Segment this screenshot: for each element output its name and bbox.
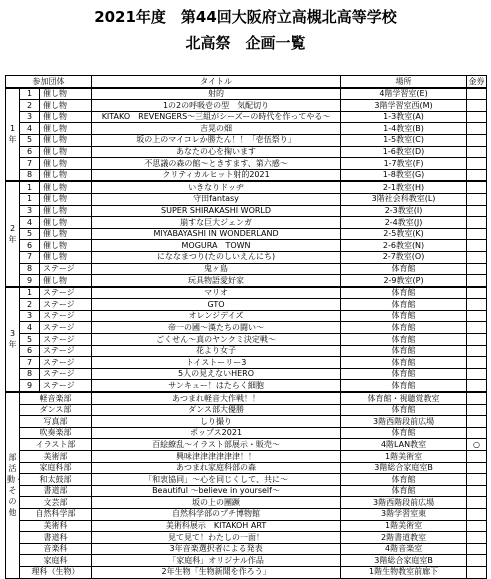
- header-place: 場所: [341, 76, 467, 88]
- table-row: [6, 345, 487, 357]
- table-row: [6, 566, 487, 578]
- place-cell: 3階社会科教室(L): [341, 193, 467, 205]
- title-cell: あつまれ軽音大作戦！！: [92, 392, 341, 404]
- table-row: [6, 111, 487, 123]
- table-row: [6, 416, 487, 428]
- title-cell: 崩すな巨大ジェンガ: [92, 217, 341, 229]
- title-cell: 坂の上のマイコレか勝たん！！「壱伍祭り」: [92, 134, 341, 146]
- title-cell: MOGURA TOWN: [92, 240, 341, 252]
- ticket-cell: [467, 334, 487, 346]
- table-row: [6, 451, 487, 463]
- grade-label: 1年: [6, 88, 20, 182]
- club-name-cell: 書道部: [20, 485, 92, 497]
- place-cell: 体育館・視聴覚教室: [341, 392, 467, 404]
- class-number-cell: 7: [20, 357, 40, 369]
- place-cell: 3階学習室西(M): [341, 100, 467, 112]
- class-number-cell: 1: [20, 193, 40, 205]
- club-name-cell: 音楽科: [20, 543, 92, 555]
- class-number-cell: 3: [20, 205, 40, 217]
- table-row: [6, 439, 487, 451]
- ticket-cell: [467, 275, 487, 287]
- title-cell: オレンジデイズ: [92, 310, 341, 322]
- title-cell: 帝一の國～漢たちの闘い～: [92, 322, 341, 334]
- place-cell: 1-7教室(F): [341, 158, 467, 170]
- place-cell: 1-3教室(A): [341, 111, 467, 123]
- category-cell: 催し物: [40, 88, 92, 100]
- title-cell: しり撮り: [92, 416, 341, 428]
- table-row: [6, 555, 487, 567]
- table-row: [6, 100, 487, 112]
- title-cell: GTO: [92, 299, 341, 311]
- ticket-cell: [467, 380, 487, 392]
- ticket-cell: [467, 217, 487, 229]
- category-cell: 催し物: [40, 181, 92, 193]
- club-name-cell: 文芸部: [20, 497, 92, 509]
- category-cell: ステージ: [40, 263, 92, 275]
- ticket-cell: [467, 543, 487, 555]
- title-cell: いきなりドッヂ: [92, 181, 341, 193]
- place-cell: 1階美術室: [341, 520, 467, 532]
- title-cell: 自然科学部のプチ博物館: [92, 508, 341, 520]
- place-cell: 1-5教室(C): [341, 134, 467, 146]
- title-cell: 坂の上の團蹶: [92, 497, 341, 509]
- table-row: [6, 462, 487, 474]
- place-cell: 1階生物教室前廊下: [341, 566, 467, 578]
- table-row: [6, 181, 487, 193]
- class-number-cell: 4: [20, 322, 40, 334]
- ticket-cell: [467, 474, 487, 486]
- ticket-cell: [467, 404, 487, 416]
- ticket-cell: [467, 520, 487, 532]
- ticket-cell: [467, 299, 487, 311]
- title-cell: 吉晃の畑: [92, 123, 341, 135]
- title-cell: 不思議の森の館～ときすます、第六感～: [92, 158, 341, 170]
- table-row: [6, 299, 487, 311]
- table-row: [6, 146, 487, 158]
- table-row: [6, 287, 487, 299]
- class-number-cell: 1: [20, 88, 40, 100]
- class-number-cell: 6: [20, 345, 40, 357]
- ticket-cell: [467, 508, 487, 520]
- category-cell: 催し物: [40, 158, 92, 170]
- club-name-cell: 美術部: [20, 451, 92, 463]
- title-cell: 花より女子: [92, 345, 341, 357]
- table-row: [6, 251, 487, 263]
- ticket-cell: [467, 345, 487, 357]
- title-cell: SUPER SHIRAKASHI WORLD: [92, 205, 341, 217]
- category-cell: 催し物: [40, 240, 92, 252]
- club-name-cell: 家庭科部: [20, 462, 92, 474]
- place-cell: 2-5教室(K): [341, 228, 467, 240]
- class-number-cell: 2: [20, 100, 40, 112]
- ticket-cell: [467, 287, 487, 299]
- table-row: [6, 123, 487, 135]
- class-number-cell: 7: [20, 251, 40, 263]
- class-number-cell: 5: [20, 134, 40, 146]
- ticket-cell: ○: [467, 439, 487, 451]
- place-cell: 3階総合家庭室B: [341, 555, 467, 567]
- ticket-cell: [467, 357, 487, 369]
- place-cell: 体育館: [341, 334, 467, 346]
- table-row: [6, 427, 487, 439]
- table-row: [6, 228, 487, 240]
- title-cell: 守田fantasy: [92, 193, 341, 205]
- place-cell: 体育館: [341, 357, 467, 369]
- title-cell: 1の2の呼吸壱の型 気配切り: [92, 100, 341, 112]
- category-cell: 催し物: [40, 217, 92, 229]
- place-cell: 1-8教室(G): [341, 169, 467, 181]
- ticket-cell: [467, 158, 487, 170]
- category-cell: ステージ: [40, 357, 92, 369]
- table-body: [6, 88, 487, 578]
- title-cell: クリティカルヒット射的2021: [92, 169, 341, 181]
- table-row: [6, 520, 487, 532]
- ticket-cell: [467, 100, 487, 112]
- title-cell: 「和衷協同」～心を同じくして、共に～: [92, 474, 341, 486]
- place-cell: 1階美術室: [341, 451, 467, 463]
- category-cell: 催し物: [40, 169, 92, 181]
- ticket-cell: [467, 169, 487, 181]
- title-cell: MIYABAYASHI IN WONDERLAND: [92, 228, 341, 240]
- title-cell: 「家庭科」オリジナル作品: [92, 555, 341, 567]
- class-number-cell: 5: [20, 228, 40, 240]
- club-name-cell: 書道科: [20, 532, 92, 544]
- title-cell: 3年音楽選択者による発表: [92, 543, 341, 555]
- category-cell: ステージ: [40, 299, 92, 311]
- place-cell: 体育館: [341, 427, 467, 439]
- ticket-cell: [467, 322, 487, 334]
- class-number-cell: 8: [20, 263, 40, 275]
- ticket-cell: [467, 240, 487, 252]
- ticket-cell: [467, 111, 487, 123]
- place-cell: 体育館: [341, 345, 467, 357]
- category-cell: 催し物: [40, 146, 92, 158]
- header-title: タイトル: [92, 76, 341, 88]
- place-cell: 体育館: [341, 322, 467, 334]
- place-cell: 体育館: [341, 299, 467, 311]
- ticket-cell: [467, 310, 487, 322]
- table-row: [6, 357, 487, 369]
- ticket-cell: [467, 566, 487, 578]
- place-cell: 2-7教室(O): [341, 251, 467, 263]
- page-title: 2021年度 第44回大阪府立高槻北高等学校: [94, 8, 397, 26]
- title-cell: あつまれ家庭科部の森: [92, 462, 341, 474]
- place-cell: 体育館: [341, 380, 467, 392]
- table-row: [6, 474, 487, 486]
- table-row: [6, 334, 487, 346]
- ticket-cell: [467, 228, 487, 240]
- place-cell: 体育館: [341, 474, 467, 486]
- class-number-cell: 1: [20, 181, 40, 193]
- category-cell: 催し物: [40, 275, 92, 287]
- table-row: [6, 368, 487, 380]
- category-cell: ステージ: [40, 368, 92, 380]
- table-row: [6, 404, 487, 416]
- event-table: [5, 75, 487, 579]
- place-cell: 4階LAN教室: [341, 439, 467, 451]
- club-name-cell: 美術科: [20, 520, 92, 532]
- ticket-cell: [467, 368, 487, 380]
- club-name-cell: 軽音楽部: [20, 392, 92, 404]
- class-number-cell: 5: [20, 334, 40, 346]
- place-cell: 体育館: [341, 368, 467, 380]
- place-cell: 2階書道教室: [341, 532, 467, 544]
- ticket-cell: [467, 205, 487, 217]
- category-cell: 催し物: [40, 111, 92, 123]
- place-cell: 体育館: [341, 287, 467, 299]
- title-cell: 興味津津津津津津！！: [92, 451, 341, 463]
- club-name-cell: 家庭科: [20, 555, 92, 567]
- ticket-cell: [467, 416, 487, 428]
- table-row: [6, 543, 487, 555]
- ticket-cell: [467, 181, 487, 193]
- table-row: [6, 322, 487, 334]
- table-row: [6, 392, 487, 404]
- category-cell: 催し物: [40, 134, 92, 146]
- category-cell: ステージ: [40, 334, 92, 346]
- ticket-cell: [467, 555, 487, 567]
- club-name-cell: 和太鼓部: [20, 474, 92, 486]
- place-cell: 4階学習室(E): [341, 88, 467, 100]
- category-cell: 催し物: [40, 251, 92, 263]
- ticket-cell: [467, 134, 487, 146]
- title-cell: ダンス部大優勝: [92, 404, 341, 416]
- class-number-cell: 4: [20, 217, 40, 229]
- club-name-cell: イラスト部: [20, 439, 92, 451]
- table-row: [6, 240, 487, 252]
- place-cell: 体育館: [341, 263, 467, 275]
- table-row: [6, 532, 487, 544]
- ticket-cell: [467, 485, 487, 497]
- ticket-cell: [467, 251, 487, 263]
- ticket-cell: [467, 263, 487, 275]
- club-name-cell: 自然科学部: [20, 508, 92, 520]
- place-cell: 体育館: [341, 404, 467, 416]
- title-cell: 玩具物語愛好家: [92, 275, 341, 287]
- title-cell: ごくせん～真のヤンクミ決定戦～: [92, 334, 341, 346]
- ticket-cell: [467, 451, 487, 463]
- place-cell: 3階学習室東: [341, 508, 467, 520]
- table-row: [6, 497, 487, 509]
- class-number-cell: 9: [20, 275, 40, 287]
- title-cell: Beautiful ～believe in yourself～: [92, 485, 341, 497]
- category-cell: 催し物: [40, 123, 92, 135]
- class-number-cell: 3: [20, 111, 40, 123]
- category-cell: 催し物: [40, 100, 92, 112]
- class-number-cell: 9: [20, 380, 40, 392]
- title-cell: 2年生物「生物新聞を作ろう」: [92, 566, 341, 578]
- category-cell: 催し物: [40, 228, 92, 240]
- table-row: [6, 485, 487, 497]
- place-cell: 1-4教室(B): [341, 123, 467, 135]
- header-group: 参加団体: [6, 76, 92, 88]
- grade-label: 部活動・その他: [6, 392, 20, 578]
- table-row: [6, 134, 487, 146]
- category-cell: 催し物: [40, 205, 92, 217]
- ticket-cell: [467, 88, 487, 100]
- table-row: [6, 508, 487, 520]
- place-cell: 体育館: [341, 485, 467, 497]
- place-cell: 2-9教室(P): [341, 275, 467, 287]
- class-number-cell: 8: [20, 169, 40, 181]
- header-money: 金券: [467, 76, 487, 88]
- title-cell: 鬼ヶ島: [92, 263, 341, 275]
- ticket-cell: [467, 462, 487, 474]
- club-name-cell: 写真部: [20, 416, 92, 428]
- class-number-cell: 3: [20, 310, 40, 322]
- class-number-cell: 8: [20, 368, 40, 380]
- table-header-row: [6, 76, 487, 88]
- table-row: [6, 380, 487, 392]
- title-cell: 見て見て！わたしの一面！: [92, 532, 341, 544]
- place-cell: 2-3教室(I): [341, 205, 467, 217]
- category-cell: ステージ: [40, 345, 92, 357]
- title-cell: サンキュー！はたらく細胞: [92, 380, 341, 392]
- class-number-cell: 4: [20, 123, 40, 135]
- place-cell: 4階音楽室: [341, 543, 467, 555]
- class-number-cell: 7: [20, 158, 40, 170]
- title-cell: あなたの心を掬います: [92, 146, 341, 158]
- category-cell: ステージ: [40, 287, 92, 299]
- table-row: [6, 205, 487, 217]
- title-cell: 美術科展示 KITAKOH ART: [92, 520, 341, 532]
- title-cell: ポップス2021: [92, 427, 341, 439]
- ticket-cell: [467, 146, 487, 158]
- title-cell: にななまつり(たのしいえんにち): [92, 251, 341, 263]
- grade-label: 3年: [6, 287, 20, 392]
- table-row: [6, 310, 487, 322]
- ticket-cell: [467, 123, 487, 135]
- table-row: [6, 193, 487, 205]
- class-number-cell: 6: [20, 240, 40, 252]
- title-cell: 5人の見えないHERO: [92, 368, 341, 380]
- grade-label: 2年: [6, 181, 20, 286]
- place-cell: 2-4教室(J): [341, 217, 467, 229]
- table-row: [6, 88, 487, 100]
- class-number-cell: 2: [20, 299, 40, 311]
- class-number-cell: 6: [20, 146, 40, 158]
- table-row: [6, 217, 487, 229]
- title-cell: 射的: [92, 88, 341, 100]
- table-row: [6, 275, 487, 287]
- place-cell: 体育館: [341, 310, 467, 322]
- place-cell: 3階西階段前広場: [341, 497, 467, 509]
- title-cell: KITAKO REVENGERS～三組がシーズーの時代を作ってやる～: [92, 111, 341, 123]
- title-cell: マリオ: [92, 287, 341, 299]
- table-row: [6, 158, 487, 170]
- ticket-cell: [467, 392, 487, 404]
- title-cell: トイストーリー3: [92, 357, 341, 369]
- category-cell: ステージ: [40, 380, 92, 392]
- title-cell: 百絵繚乱～イラスト部展示・販売～: [92, 439, 341, 451]
- page-subtitle: 北高祭 企画一覧: [185, 34, 306, 52]
- place-cell: 2-1教室(H): [341, 181, 467, 193]
- ticket-cell: [467, 427, 487, 439]
- club-name-cell: ダンス部: [20, 404, 92, 416]
- ticket-cell: [467, 193, 487, 205]
- class-number-cell: 1: [20, 287, 40, 299]
- place-cell: 3階総合家庭室B: [341, 462, 467, 474]
- category-cell: 催し物: [40, 193, 92, 205]
- table-row: [6, 169, 487, 181]
- table-row: [6, 263, 487, 275]
- place-cell: 1-6教室(D): [341, 146, 467, 158]
- category-cell: ステージ: [40, 322, 92, 334]
- ticket-cell: [467, 532, 487, 544]
- place-cell: 2-6教室(N): [341, 240, 467, 252]
- club-name-cell: 理科（生物）: [20, 566, 92, 578]
- place-cell: 3階西階段前広場: [341, 416, 467, 428]
- ticket-cell: [467, 497, 487, 509]
- club-name-cell: 吹奏楽部: [20, 427, 92, 439]
- category-cell: ステージ: [40, 310, 92, 322]
